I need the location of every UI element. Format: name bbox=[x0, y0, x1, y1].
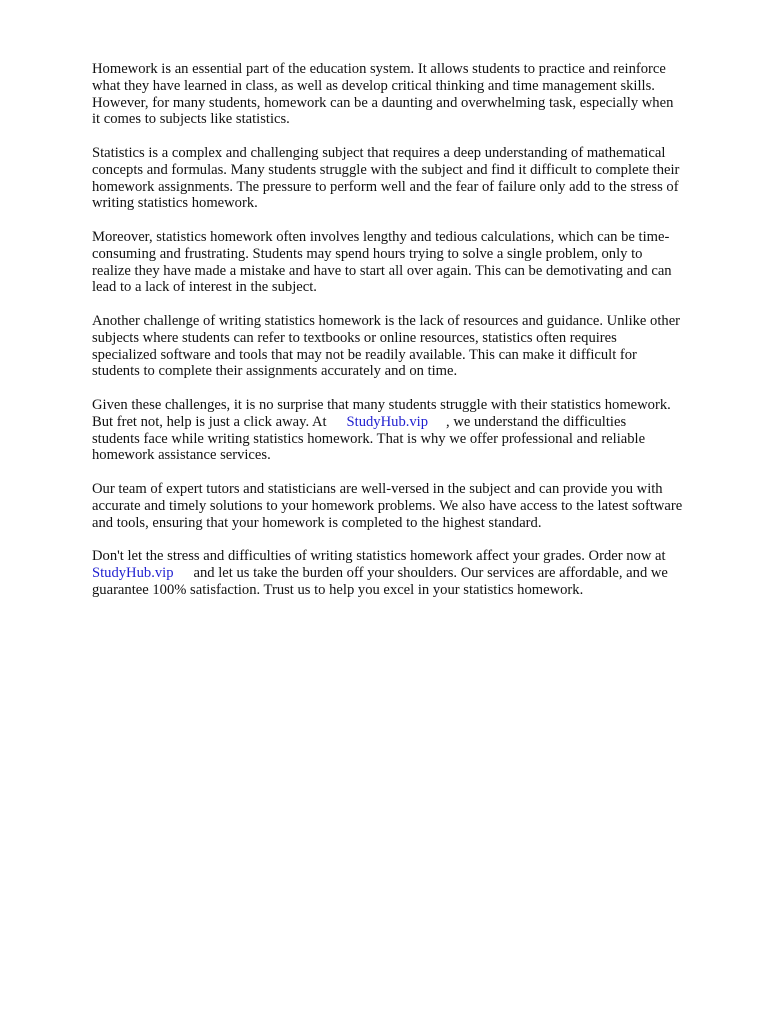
text-line: However, for many students, homework can be a daunting and overwhelming task, especially when bbox=[92, 94, 674, 111]
document-body bbox=[92, 61, 724, 615]
studyhub-link[interactable]: StudyHub.vip bbox=[92, 564, 174, 581]
text-line: specialized software and tools that may not be readily available. This can make it difficult for bbox=[92, 346, 637, 363]
text-line: subjects where students can refer to textbooks or online resources, statistics often requires bbox=[92, 329, 617, 346]
text-line: concepts and formulas. Many students struggle with the subject and find it difficult to complete their bbox=[92, 161, 680, 178]
paragraph-call-to-action bbox=[92, 548, 724, 598]
text-line: and tools, ensuring that your homework is completed to the highest standard. bbox=[92, 514, 542, 531]
text-line: Homework is an essential part of the education system. It allows students to practice and reinforce bbox=[92, 61, 666, 77]
text-segment: and let us take the burden off your shoulders. Our services are affordable, and we bbox=[193, 564, 668, 581]
paragraph-help-offer bbox=[92, 397, 724, 464]
text-line: Moreover, statistics homework often involves lengthy and tedious calculations, which can be time- bbox=[92, 228, 670, 245]
text-line: Our team of expert tutors and statisticians are well-versed in the subject and can provide you with bbox=[92, 480, 663, 497]
text-line: homework assistance services. bbox=[92, 447, 271, 464]
text-line-with-link bbox=[92, 565, 724, 582]
text-line: what they have learned in class, as well as develop critical thinking and time management skills. bbox=[92, 77, 655, 94]
paragraph-statistics-complexity bbox=[92, 145, 724, 212]
paragraph-team bbox=[92, 481, 724, 531]
text-line: Don't let the stress and difficulties of writing statistics homework affect your grades. Order now at bbox=[92, 548, 666, 565]
text-line: students to complete their assignments accurately and on time. bbox=[92, 363, 458, 380]
paragraph-intro bbox=[92, 61, 724, 128]
text-line: Another challenge of writing statistics homework is the lack of resources and guidance. Unlike other bbox=[92, 312, 681, 329]
paragraph-calculations bbox=[92, 229, 724, 296]
paragraph-resources bbox=[92, 313, 724, 380]
text-line: realize they have made a mistake and have to start all over again. This can be demotivating and can bbox=[92, 262, 672, 279]
text-line: accurate and timely solutions to your homework problems. We also have access to the latest software bbox=[92, 497, 683, 514]
text-line: lead to a lack of interest in the subject. bbox=[92, 279, 317, 296]
text-line: homework assignments. The pressure to perform well and the fear of failure only add to the stress of bbox=[92, 178, 679, 195]
studyhub-link[interactable]: StudyHub.vip bbox=[346, 413, 429, 430]
text-line: writing statistics homework. bbox=[92, 195, 258, 212]
text-segment: , we understand the difficulties bbox=[446, 413, 627, 430]
text-line: students face while writing statistics homework. That is why we offer professional and reliable bbox=[92, 430, 646, 447]
text-line-with-link bbox=[92, 414, 724, 431]
text-line: consuming and frustrating. Students may spend hours trying to solve a single problem, only to bbox=[92, 245, 643, 262]
text-segment: But fret not, help is just a click away. At bbox=[92, 413, 327, 430]
text-line: it comes to subjects like statistics. bbox=[92, 111, 290, 128]
text-line: Given these challenges, it is no surprise that many students struggle with their statistics homework. bbox=[92, 396, 671, 413]
text-line: Statistics is a complex and challenging subject that requires a deep understanding of mathematical bbox=[92, 144, 666, 161]
text-line: guarantee 100% satisfaction. Trust us to help you excel in your statistics homework. bbox=[92, 581, 584, 598]
